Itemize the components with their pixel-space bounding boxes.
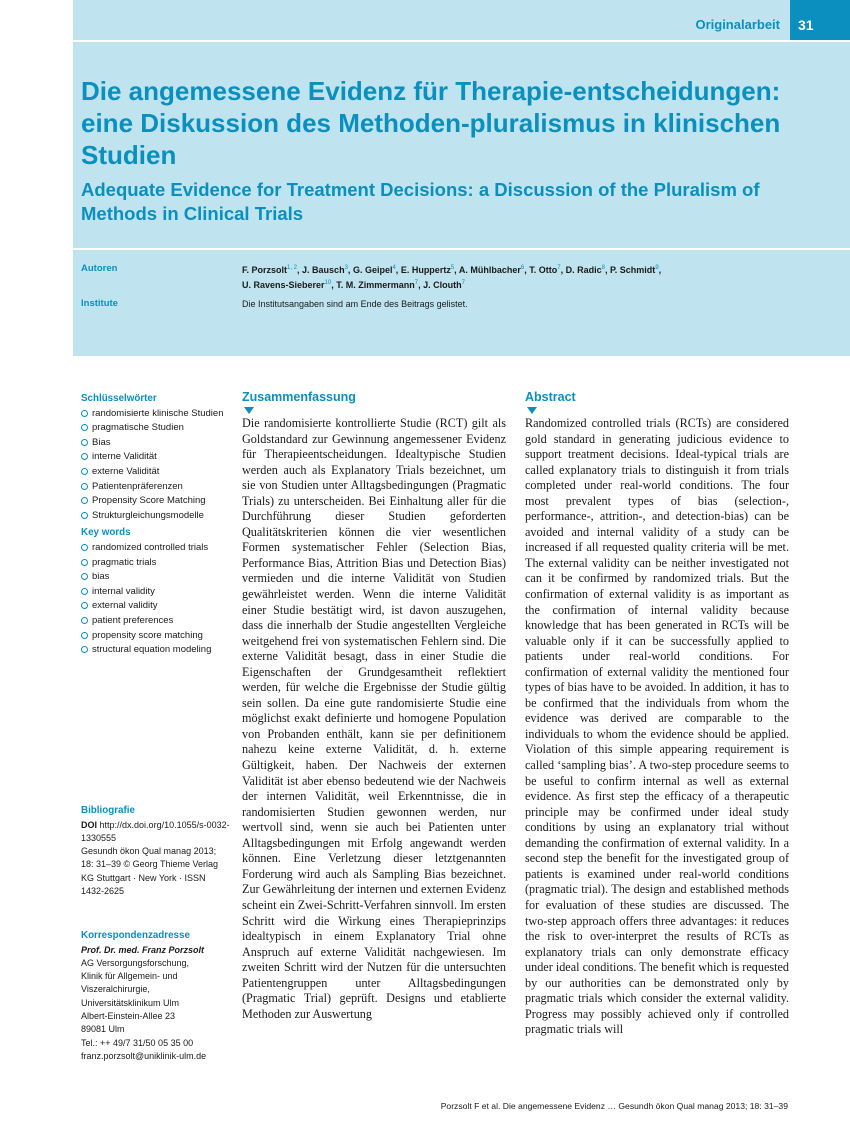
address-line: Klinik für Allgemein- und [81,971,178,982]
author-name: P. Schmidt [609,265,656,275]
author-name: G. Geipel [352,265,393,275]
zusammenfassung-column [242,390,506,1022]
abstract-heading: Abstract [525,390,576,404]
keywords-sidebar [81,392,231,658]
citation: Gesundh ökon Qual manag 2013; 18: 31–39 © Georg Thieme Verlag KG Stuttgart · New York · ISSN 1432-2625 [81,846,219,897]
title-german: Die angemessene Evidenz für Therapie-entscheidungen: eine Diskussion des Methoden-pluralismus in klinischen Studien [81,76,781,170]
keywords-de-heading: Schlüsselwörter [81,393,157,404]
author-name: U. Ravens-Sieberer [242,280,325,290]
author-affiliation: 3 [344,265,348,271]
keyword-item: Strukturgleichungsmodelle [81,509,231,524]
author-name: J. Bausch [302,265,345,275]
author-affiliation: 7 [414,280,419,286]
address-line: Viszeralchirurgie, [81,984,150,995]
address-line: AG Versorgungsforschung, [81,957,190,968]
keyword-item: externe Validität [81,465,231,480]
triangle-down-icon [527,407,537,414]
keyword-item: bias [81,570,231,585]
authors-list: F. Porzsolt$^{1, 2}$, J. Bausch$^3$, G. Geipel$^4$, E. Huppertz$^5$, A. Mühlbacher$^6$, T. Otto$^7$, D. Radic$^8$, P. Schmidt$^9$, U. Ravens-Sieberer$^{10}$, T. M. Zimmermann$^7$, J. Clouth$^7$ [242,265,662,290]
keywords-de-list [81,407,231,524]
correspondence-block [81,929,241,1063]
author-name: T. Otto [529,265,558,275]
author-name: T. M. Zimmermann [336,280,415,290]
author-name: E. Huppertz [400,265,451,275]
correspondence-heading: Korrespondenzadresse [81,930,190,941]
address-line: Albert-Einstein-Allee 23 [81,1011,176,1022]
author-affiliation: 7 [557,265,561,271]
abstract-text: Randomized controlled trials (RCTs) are considered gold standard in generating judicious evidence to support treatment decisions. Ideal-typical trials are called explanatory trials to distinguish it from trials completed under real-world conditions. The four most prevalent types of bias (selection-, performance-, attrition-, and detection-bias) can be avoided and internal validity of a study can be increased if all requested quality criteria will be met. The external validity can be neither investigated not can it be confirmed by randomized trials. But the confirmation of external validity is as important as the confirmation of internal validity because knowledge that has been generated in RCTs will be valuable only if it can be successfully applied to patients under real-world conditions. For confirmation of external validity the mentioned four types of bias have to be avoided. In addition, it has to be confirmed that the individuals from whom the evidence was derived are comparable to the individuals to whom the evidence should be applied. Violation of this simple appearing requirement is called ‘sampling bias’. A two-step procedure seems to be useful to confirm internal as well as external evidence. As first step the efficacy of a therapeutic principle may be confirmed under ideal study conditions by using an explanatory trial without demanding the confirmation of external validity. In a second step the benefit for the investigated group of patients is examined under real-world conditions (pragmatic trial). The design and established methods for evaluation of these studies are discussed. The two-step approach offers three advantages: it reduces the risk to over-interpret the results of RCTs as explanatory trials can only demonstrate efficacy under ideal conditions. The benefit which is requested by our authorities can be demonstrated only by pragmatic trials which consider the external validity. Progress may possibly achieved only if controlled pragmatic trials will [525,416,789,1037]
author-affiliation: 6 [520,265,525,271]
keyword-item: randomisierte klinische Studien [81,407,231,422]
author-affiliation: 1, 2 [287,265,298,271]
keyword-item: Propensity Score Matching [81,494,231,509]
institutes-text: Die Institutsangaben sind am Ende des Beitrags gelistet. [242,299,468,309]
author-affiliation: 9 [655,265,659,271]
address-line: Universitätsklinikum Ulm [81,997,180,1008]
keyword-item: randomized controlled trials [81,541,231,556]
author-name: A. Mühlbacher [458,265,521,275]
keyword-item: structural equation modeling [81,643,231,658]
author-affiliation: 10 [324,280,332,286]
doi-link[interactable]: http://dx.doi.org/10.1055/s-0032-1330555 [81,819,230,843]
bibliography-heading: Bibliografie [81,805,135,816]
doi [81,819,231,846]
keyword-item: pragmatic trials [81,556,231,571]
doi-label: DOI [81,819,98,830]
author-name: D. Radic [565,265,602,275]
page-number: 31 [790,0,850,40]
keyword-item: external validity [81,599,231,614]
address-line: Tel.: ++ 49/7 31/50 05 35 00 [81,1037,194,1048]
correspondence-name: Prof. Dr. med. Franz Porzsolt [81,944,205,955]
keyword-item: propensity score matching [81,629,231,644]
keywords-en-heading: Key words [81,527,131,539]
author-affiliation: 7 [461,280,465,286]
keywords-en-list [81,541,231,658]
zusammenfassung-text: Die randomisierte kontrollierte Studie (RCT) gilt als Goldstandard zur Gewinnung angemessener Evidenz für Therapieentscheidungen. Idealtypische Studien werden auch als Explanatory Trials bezeichnet, um sie von Studien unter Alltagsbedingungen (Pragmatic Trials) zu unterscheiden. Bei Einhaltung aller für die Durchführung dieser Studien geforderten Qualitätskriterien können die vier wesentlichen Formen systematischer Fehler (Selection Bias, Performance Bias, Attrition Bias und Detection Bias) vermieden und die interne Validität von Studien gewährleistet werden. Wenn die interne Validität einer Studie bestätigt wird, ist davon auszugehen, dass die innerhalb der Studie angestellten Vergleiche weitgehend frei von systematischen Fehlern sind. Die externe Validität besagt, dass in einer Studie die Eigenschaften der Grundgesamtheit reflektiert werden, für welche die Ergebnisse der Studie gültig sein sollen. Da eine gute randomisierte Studie eine möglichst exakt definierte und homogene Population von Probanden enthält, kann sie per definitionem nahezu keine externe Validität, d. h. externe Gültigkeit, haben. Der Nachweis der externen Validität ist aber ebenso bedeutend wie der Nachweis der internen Validität, weil Erkenntnisse, die in randomisierten Studien gewonnen werden, nur wertvoll sind, wenn sie auch bei Patienten unter Alltagsbedingungen mit Erfolg angewandt werden können. Eine Verletzung dieser letztgenannten Forderung wird auch als Sampling Bias bezeichnet. Zur Gewährleitung der internen und externen Evidenz scheint ein Zwei-Schritt-Verfahren sinnvoll. Im ersten Schritt wird die Wirkung eines Therapieprinzips idealtypisch in einem Explanatory Trial ohne Anspruch auf externe Validität nachgewiesen. Im zweiten Schritt wird der Nutzen für die untersuchten Patientengruppen unter Alltagsbedingungen (Pragmatic Trial) geprüft. Designs und etablierte Methoden zur Auswertung [242,416,506,1021]
footer-citation: Porzsolt F et al. Die angemessene Evidenz … Gesundh ökon Qual manag 2013; 18: 31–39 [440,1101,788,1111]
zusammenfassung-heading: Zusammenfassung [242,390,356,404]
bibliography-block [81,804,231,898]
author-name: F. Porzsolt [242,265,288,275]
keyword-item: internal validity [81,585,231,600]
correspondence-address [81,957,241,1063]
section-label: Originalarbeit [695,17,780,32]
author-affiliation: 5 [450,265,455,271]
address-line[interactable]: franz.porzsolt@uniklinik-ulm.de [81,1050,207,1061]
author-affiliation: 8 [601,265,605,271]
institutes-label: Institute [81,298,118,309]
triangle-down-icon [244,407,254,414]
keyword-item: Bias [81,436,231,451]
author-affiliation: 4 [392,265,396,271]
title-english: Adequate Evidence for Treatment Decisions: a Discussion of the Pluralism of Methods in Clinical Trials [81,179,760,224]
authors-label: Autoren [81,263,118,274]
keyword-item: Patientenpräferenzen [81,480,231,495]
author-name: J. Clouth [423,280,462,290]
keyword-item: pragmatische Studien [81,421,231,436]
keyword-item: interne Validität [81,450,231,465]
abstract-column [525,390,789,1038]
keyword-item: patient preferences [81,614,231,629]
address-line: 89081 Ulm [81,1024,125,1035]
